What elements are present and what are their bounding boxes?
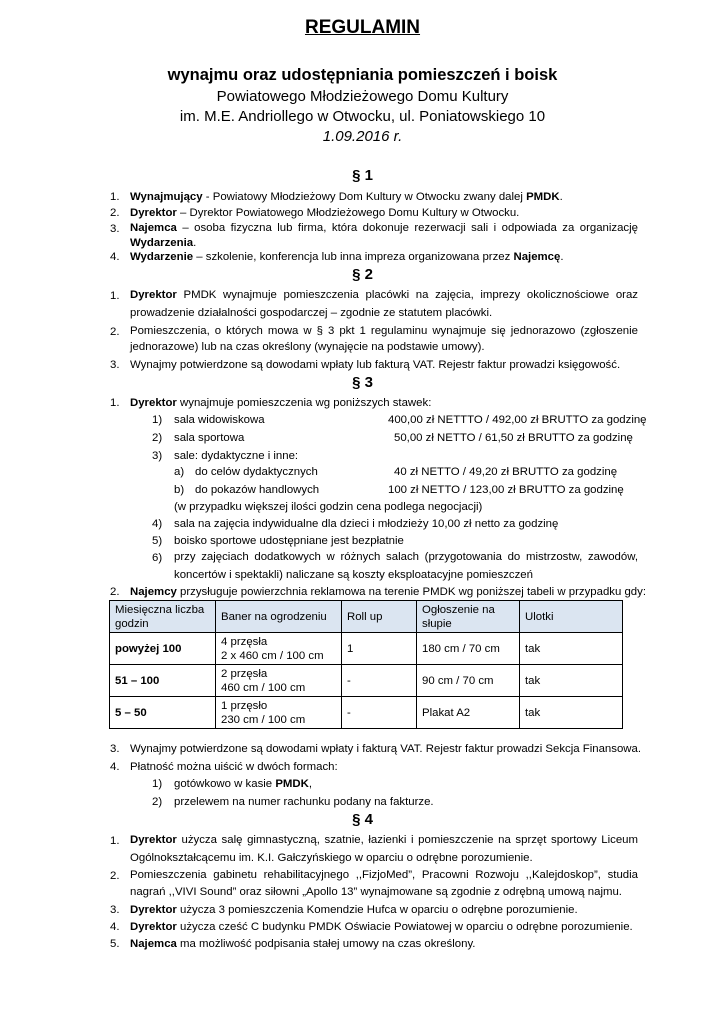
list-item: Dyrektor PMDK wynajmuje pomieszczenia placówki na zajęcia, imprezy okolicznościowe oraz [130,289,638,301]
table-row [110,665,623,697]
payment-option: gotówkowo w kasie PMDK, [174,778,313,790]
subrate-letter: b) [174,484,185,496]
table-cell: tak [520,633,623,665]
list-item: Dyrektor użycza cześć C budynku PMDK Oświacie Powiatowej w oparciu o odrębne porozumienie. [130,921,633,933]
table-header-cell: Ulotki [520,601,623,633]
list-item: Dyrektor użycza salę gimnastyczną, szatnie, łazienki i pomieszczenie na sprzęt sportowy Liceum [130,834,638,846]
subrate-price: 100 zł NETTO / 123,00 zł BRUTTO za godzinę [388,484,624,496]
rate-name: sala na zajęcia indywidualne dla dzieci i młodzieży 10,00 zł netto za godzinę [174,518,559,530]
list-number: 3. [110,904,120,916]
rate-name: przy zajęciach dodatkowych w różnych salach (przygotowania do mistrzostw, zawodów, [174,551,638,563]
rate-price: 400,00 zł NETTTO / 492,00 zł BRUTTO za godzinę [388,414,647,426]
table-cell: 5 – 50 [110,697,216,729]
table-cell: - [342,697,417,729]
list-item-continuation: nagrań ,,VIVI Sound” oraz siłowni „Apollo 13” wynajmowane są zgodnie z odrębną umową najmu. [130,886,622,898]
subrate-letter: a) [174,466,185,478]
list-item: Najemca – osoba fizyczna lub firma, która dokonuje rezerwacji sali i odpowiada za organizację [130,222,638,234]
list-item: Dyrektor użycza 3 pomieszczenia Komendzie Hufca w oparciu o odrębne porozumienie. [130,904,578,916]
list-number: 3. [110,359,120,371]
list-number: 1. [110,290,120,302]
list-item: Wydarzenie – szkolenie, konferencja lub inna impreza organizowana przez Najemcę. [130,251,564,263]
document-title: REGULAMIN [304,17,421,38]
subrate-note: (w przypadku większej ilości godzin cena podlega negocjacji) [174,501,483,513]
table-header-cell: Miesięczna liczba godzin [110,601,216,633]
list-item: Wynajmy potwierdzone są dowodami wpłaty lub fakturą VAT. Rejestr faktur prowadzi księgowość. [130,359,621,371]
list-item: Dyrektor – Dyrektor Powiatowego Młodzieżowego Domu Kultury w Otwocku. [130,207,520,219]
table-cell: 2 przęsła 460 cm / 100 cm [216,665,342,697]
table-cell: - [342,665,417,697]
section-heading: § 4 [352,811,373,828]
list-item: Wynajmujący - Powiatowy Młodzieżowy Dom Kultury w Otwocku zwany dalej PMDK. [130,191,563,203]
section-heading: § 2 [352,266,373,283]
rate-number: 2) [152,432,163,444]
list-item: Pomieszczenia, o których mowa w § 3 pkt 1 regulaminu wynajmuje się jednorazowo (zgłoszenie [130,325,638,337]
list-number: 2. [110,326,120,338]
list-item-continuation: jednorazowe) lub na czas określony (wynajęcie na podstawie umowy). [130,341,485,353]
table-cell: 1 przęsło 230 cm / 100 cm [216,697,342,729]
list-item: Wynajmy potwierdzone są dowodami wpłaty i fakturą VAT. Rejestr faktur prowadzi Sekcja Finansowa. [130,743,642,755]
list-number: 2. [110,586,120,598]
rate-name: sale: dydaktyczne i inne: [174,450,299,462]
section-heading: § 3 [352,374,373,391]
rate-name: sala sportowa [174,432,245,444]
list-item: Pomieszczenia gabinetu rehabilitacyjnego ,,FizjoMed”, Pracowni Rozwoju ,,Kalejdoskop”, studia [130,869,638,881]
rate-number: 5) [152,535,163,547]
payment-number: 1) [152,778,163,790]
document-date: 1.09.2016 r. [322,128,403,145]
advertising-table [109,600,623,729]
list-item-continuation: prowadzenie działalności gospodarczej – zgodnie ze statutem placówki. [130,307,493,319]
table-header-cell: Ogłoszenie na słupie [417,601,520,633]
table-header-cell: Baner na ogrodzeniu [216,601,342,633]
list-number: 4. [110,761,120,773]
rate-price: 50,00 zł NETTO / 61,50 zł BRUTTO za godzinę [394,432,633,444]
table-cell: tak [520,697,623,729]
list-number: 1. [110,191,120,203]
list-number: 5. [110,938,120,950]
rate-number: 3) [152,450,163,462]
list-item: Płatność można uiścić w dwóch formach: [130,761,338,773]
table-header-cell: Roll up [342,601,417,633]
subrate-name: do pokazów handlowych [195,484,320,496]
payment-option: przelewem na numer rachunku podany na fakturze. [174,796,434,808]
list-number: 4. [110,921,120,933]
table-cell: 4 przęsła 2 x 460 cm / 100 cm [216,633,342,665]
list-item: Najemca ma możliwość podpisania stałej umowy na czas określony. [130,938,476,950]
subrate-price: 40 zł NETTO / 49,20 zł BRUTTO za godzinę [394,466,618,478]
institution-line: Powiatowego Młodzieżowego Domu Kultury [216,88,509,105]
list-number: 3. [110,743,120,755]
table-cell: 90 cm / 70 cm [417,665,520,697]
table-row [110,633,623,665]
rate-number: 4) [152,518,163,530]
list-number: 2. [110,870,120,882]
list-number: 2. [110,207,120,219]
rate-number: 1) [152,414,163,426]
section-heading: § 1 [352,167,373,184]
list-item: Dyrektor wynajmuje pomieszczenia wg poniższych stawek: [130,397,432,409]
list-item: Najemcy przysługuje powierzchnia reklamowa na terenie PMDK wg poniższej tabeli w przypadku gdy: [130,586,647,598]
table-cell: 51 – 100 [110,665,216,697]
table-cell: 180 cm / 70 cm [417,633,520,665]
table-cell: Plakat A2 [417,697,520,729]
payment-number: 2) [152,796,163,808]
address-line: im. M.E. Andriollego w Otwocku, ul. Poniatowskiego 10 [179,108,546,125]
list-number: 1. [110,397,120,409]
table-cell: 1 [342,633,417,665]
rate-name: sala widowiskowa [174,414,265,426]
table-cell: tak [520,665,623,697]
table-row [110,697,623,729]
table-header-row [110,601,623,633]
rate-number: 6) [152,552,163,564]
subrate-name: do celów dydaktycznych [195,466,318,478]
list-number: 3. [110,223,120,235]
rate-name: boisko sportowe udostępniane jest bezpłatnie [174,535,404,547]
list-number: 1. [110,835,120,847]
document-subtitle: wynajmu oraz udostępniania pomieszczeń i boisk [167,66,558,84]
rate-name-continuation: koncertów i spektakli) naliczane są koszty eksploatacyjne pomieszczeń [174,569,533,581]
list-item-continuation: Ogólnokształcącemu im. K.I. Gałczyńskiego w oparciu o odrębne porozumienie. [130,852,533,864]
list-number: 4. [110,251,120,263]
list-item-continuation: Wydarzenia. [130,237,197,249]
table-cell: powyżej 100 [110,633,216,665]
